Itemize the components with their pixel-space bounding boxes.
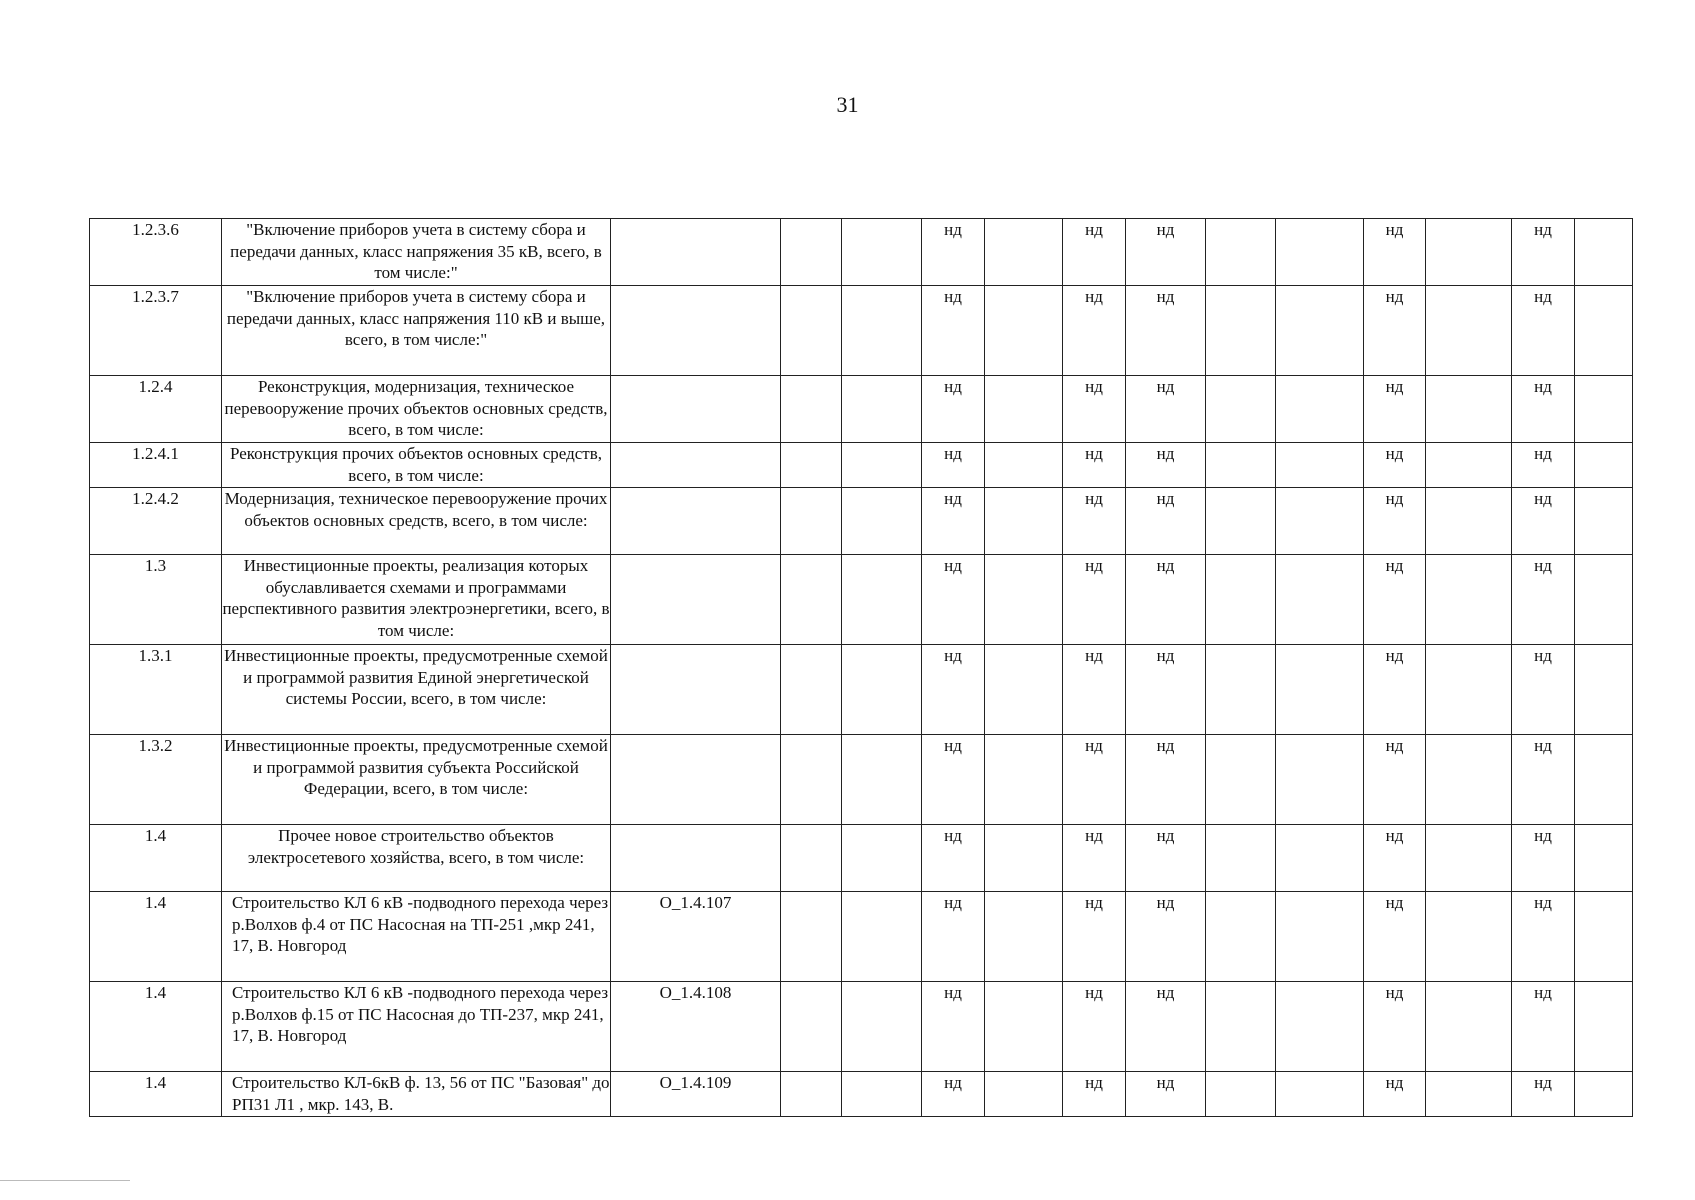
nd-cell: нд <box>1063 982 1126 1072</box>
nd-cell: нд <box>922 443 985 488</box>
empty-cell <box>1276 286 1364 376</box>
nd-cell: нд <box>1364 286 1426 376</box>
nd-cell: нд <box>1512 735 1575 825</box>
empty-cell <box>1575 1072 1633 1117</box>
table-row <box>90 982 1633 1072</box>
empty-cell <box>842 735 922 825</box>
empty-cell <box>985 735 1063 825</box>
nd-cell: нд <box>1364 1072 1426 1117</box>
row-code: О_1.4.108 <box>611 982 781 1072</box>
row-name: Реконструкция, модернизация, техническое перевооружение прочих объектов основных средств, всего, в том числе: <box>222 376 611 443</box>
empty-cell <box>985 376 1063 443</box>
nd-cell: нд <box>922 286 985 376</box>
empty-cell <box>1426 376 1512 443</box>
nd-cell: нд <box>1512 555 1575 645</box>
empty-cell <box>985 219 1063 286</box>
row-name: Строительство КЛ 6 кВ -подводного перехода через р.Волхов ф.4 от ПС Насосная на ТП-251 ,мкр 241, 17, В. Новгород <box>222 892 611 982</box>
row-code <box>611 735 781 825</box>
nd-cell: нд <box>1364 982 1426 1072</box>
empty-cell <box>1276 376 1364 443</box>
row-number: 1.2.3.7 <box>90 286 222 376</box>
empty-cell <box>1276 825 1364 892</box>
empty-cell <box>842 1072 922 1117</box>
empty-cell <box>1206 825 1276 892</box>
nd-cell: нд <box>1512 982 1575 1072</box>
nd-cell: нд <box>1063 825 1126 892</box>
nd-cell: нд <box>922 555 985 645</box>
nd-cell: нд <box>1512 443 1575 488</box>
row-code <box>611 443 781 488</box>
empty-cell <box>781 735 842 825</box>
table-row <box>90 286 1633 376</box>
empty-cell <box>1276 982 1364 1072</box>
investment-program-table <box>89 218 1633 1117</box>
empty-cell <box>1426 645 1512 735</box>
row-number: 1.3.1 <box>90 645 222 735</box>
nd-cell: нд <box>1063 286 1126 376</box>
empty-cell <box>1206 376 1276 443</box>
nd-cell: нд <box>1512 1072 1575 1117</box>
nd-cell: нд <box>1512 825 1575 892</box>
empty-cell <box>842 443 922 488</box>
nd-cell: нд <box>1364 825 1426 892</box>
empty-cell <box>842 825 922 892</box>
empty-cell <box>781 982 842 1072</box>
nd-cell: нд <box>1512 645 1575 735</box>
row-name: Строительство КЛ-6кВ ф. 13, 56 от ПС "Базовая" до РП31 Л1 , мкр. 143, В. <box>222 1072 611 1117</box>
nd-cell: нд <box>1364 376 1426 443</box>
empty-cell <box>1276 645 1364 735</box>
nd-cell: нд <box>1126 488 1206 555</box>
row-number: 1.4 <box>90 892 222 982</box>
empty-cell <box>1426 825 1512 892</box>
row-number: 1.2.4 <box>90 376 222 443</box>
nd-cell: нд <box>1364 892 1426 982</box>
empty-cell <box>842 892 922 982</box>
row-code <box>611 286 781 376</box>
nd-cell: нд <box>922 1072 985 1117</box>
empty-cell <box>985 892 1063 982</box>
nd-cell: нд <box>922 735 985 825</box>
table-row <box>90 376 1633 443</box>
nd-cell: нд <box>1364 555 1426 645</box>
row-number: 1.4 <box>90 982 222 1072</box>
empty-cell <box>1426 488 1512 555</box>
nd-cell: нд <box>922 892 985 982</box>
empty-cell <box>985 555 1063 645</box>
empty-cell <box>1575 286 1633 376</box>
row-code <box>611 219 781 286</box>
empty-cell <box>842 376 922 443</box>
empty-cell <box>781 645 842 735</box>
empty-cell <box>1426 1072 1512 1117</box>
nd-cell: нд <box>1126 645 1206 735</box>
empty-cell <box>1206 982 1276 1072</box>
nd-cell: нд <box>1126 286 1206 376</box>
empty-cell <box>781 219 842 286</box>
row-number: 1.3 <box>90 555 222 645</box>
nd-cell: нд <box>1512 488 1575 555</box>
empty-cell <box>1206 892 1276 982</box>
table-row <box>90 555 1633 645</box>
empty-cell <box>1276 555 1364 645</box>
row-code <box>611 488 781 555</box>
empty-cell <box>1575 645 1633 735</box>
empty-cell <box>1276 443 1364 488</box>
empty-cell <box>781 825 842 892</box>
empty-cell <box>985 1072 1063 1117</box>
row-name: Прочее новое строительство объектов электросетевого хозяйства, всего, в том числе: <box>222 825 611 892</box>
empty-cell <box>1276 735 1364 825</box>
empty-cell <box>1206 219 1276 286</box>
empty-cell <box>1276 488 1364 555</box>
nd-cell: нд <box>922 645 985 735</box>
nd-cell: нд <box>1364 219 1426 286</box>
nd-cell: нд <box>922 376 985 443</box>
empty-cell <box>842 982 922 1072</box>
empty-cell <box>1206 645 1276 735</box>
empty-cell <box>1276 219 1364 286</box>
nd-cell: нд <box>1126 219 1206 286</box>
empty-cell <box>781 376 842 443</box>
table-row <box>90 219 1633 286</box>
empty-cell <box>1206 443 1276 488</box>
row-code <box>611 555 781 645</box>
empty-cell <box>1426 735 1512 825</box>
empty-cell <box>781 555 842 645</box>
nd-cell: нд <box>1063 219 1126 286</box>
empty-cell <box>1206 488 1276 555</box>
row-code: О_1.4.109 <box>611 1072 781 1117</box>
row-code <box>611 645 781 735</box>
nd-cell: нд <box>1126 825 1206 892</box>
nd-cell: нд <box>1364 443 1426 488</box>
nd-cell: нд <box>1063 555 1126 645</box>
row-name: Инвестиционные проекты, реализация которых обуславливается схемами и программами перспективного развития электроэнергетики, всего, в том числе: <box>222 555 611 645</box>
nd-cell: нд <box>922 488 985 555</box>
empty-cell <box>1426 982 1512 1072</box>
scan-artifact-line <box>0 1180 130 1181</box>
empty-cell <box>1575 735 1633 825</box>
row-code <box>611 376 781 443</box>
nd-cell: нд <box>1063 1072 1126 1117</box>
nd-cell: нд <box>1126 982 1206 1072</box>
row-number: 1.2.3.6 <box>90 219 222 286</box>
empty-cell <box>1575 488 1633 555</box>
nd-cell: нд <box>1063 376 1126 443</box>
nd-cell: нд <box>1512 286 1575 376</box>
nd-cell: нд <box>1063 892 1126 982</box>
empty-cell <box>1276 1072 1364 1117</box>
nd-cell: нд <box>1126 1072 1206 1117</box>
empty-cell <box>842 219 922 286</box>
empty-cell <box>1575 219 1633 286</box>
nd-cell: нд <box>922 219 985 286</box>
nd-cell: нд <box>1126 555 1206 645</box>
empty-cell <box>781 1072 842 1117</box>
table-row <box>90 735 1633 825</box>
row-name: "Включение приборов учета в систему сбора и передачи данных, класс напряжения 110 кВ и выше, всего, в том числе:" <box>222 286 611 376</box>
row-name: "Включение приборов учета в систему сбора и передачи данных, класс напряжения 35 кВ, всего, в том числе:" <box>222 219 611 286</box>
row-number: 1.4 <box>90 1072 222 1117</box>
empty-cell <box>1426 286 1512 376</box>
empty-cell <box>985 982 1063 1072</box>
row-name: Инвестиционные проекты, предусмотренные схемой и программой развития субъекта Российской Федерации, всего, в том числе: <box>222 735 611 825</box>
nd-cell: нд <box>1126 376 1206 443</box>
empty-cell <box>842 645 922 735</box>
nd-cell: нд <box>1126 443 1206 488</box>
empty-cell <box>842 488 922 555</box>
empty-cell <box>1206 555 1276 645</box>
row-number: 1.2.4.1 <box>90 443 222 488</box>
nd-cell: нд <box>1364 735 1426 825</box>
empty-cell <box>985 286 1063 376</box>
row-code: О_1.4.107 <box>611 892 781 982</box>
table-row <box>90 825 1633 892</box>
nd-cell: нд <box>1126 892 1206 982</box>
empty-cell <box>781 892 842 982</box>
nd-cell: нд <box>922 982 985 1072</box>
empty-cell <box>1575 892 1633 982</box>
empty-cell <box>1426 892 1512 982</box>
empty-cell <box>781 286 842 376</box>
row-code <box>611 825 781 892</box>
nd-cell: нд <box>922 825 985 892</box>
empty-cell <box>1575 443 1633 488</box>
page-number: 31 <box>836 92 859 117</box>
empty-cell <box>1206 735 1276 825</box>
table-row <box>90 488 1633 555</box>
empty-cell <box>1206 1072 1276 1117</box>
empty-cell <box>1276 892 1364 982</box>
row-name: Модернизация, техническое перевооружение прочих объектов основных средств, всего, в том числе: <box>222 488 611 555</box>
nd-cell: нд <box>1126 735 1206 825</box>
empty-cell <box>842 555 922 645</box>
empty-cell <box>985 488 1063 555</box>
table-row <box>90 645 1633 735</box>
empty-cell <box>781 443 842 488</box>
empty-cell <box>985 825 1063 892</box>
empty-cell <box>1575 555 1633 645</box>
nd-cell: нд <box>1512 219 1575 286</box>
row-name: Инвестиционные проекты, предусмотренные схемой и программой развития Единой энергетической системы России, всего, в том числе: <box>222 645 611 735</box>
table-row <box>90 892 1633 982</box>
empty-cell <box>1426 555 1512 645</box>
empty-cell <box>1575 825 1633 892</box>
nd-cell: нд <box>1512 892 1575 982</box>
empty-cell <box>1575 982 1633 1072</box>
empty-cell <box>781 488 842 555</box>
table-row <box>90 1072 1633 1117</box>
empty-cell <box>1426 219 1512 286</box>
row-number: 1.2.4.2 <box>90 488 222 555</box>
nd-cell: нд <box>1063 443 1126 488</box>
empty-cell <box>842 286 922 376</box>
table-row <box>90 443 1633 488</box>
row-number: 1.4 <box>90 825 222 892</box>
empty-cell <box>1575 376 1633 443</box>
row-number: 1.3.2 <box>90 735 222 825</box>
nd-cell: нд <box>1063 645 1126 735</box>
nd-cell: нд <box>1063 735 1126 825</box>
nd-cell: нд <box>1063 488 1126 555</box>
nd-cell: нд <box>1364 645 1426 735</box>
nd-cell: нд <box>1364 488 1426 555</box>
empty-cell <box>1426 443 1512 488</box>
empty-cell <box>985 645 1063 735</box>
nd-cell: нд <box>1512 376 1575 443</box>
row-name: Строительство КЛ 6 кВ -подводного перехода через р.Волхов ф.15 от ПС Насосная до ТП-237, мкр 241, 17, В. Новгород <box>222 982 611 1072</box>
empty-cell <box>985 443 1063 488</box>
empty-cell <box>1206 286 1276 376</box>
row-name: Реконструкция прочих объектов основных средств, всего, в том числе: <box>222 443 611 488</box>
